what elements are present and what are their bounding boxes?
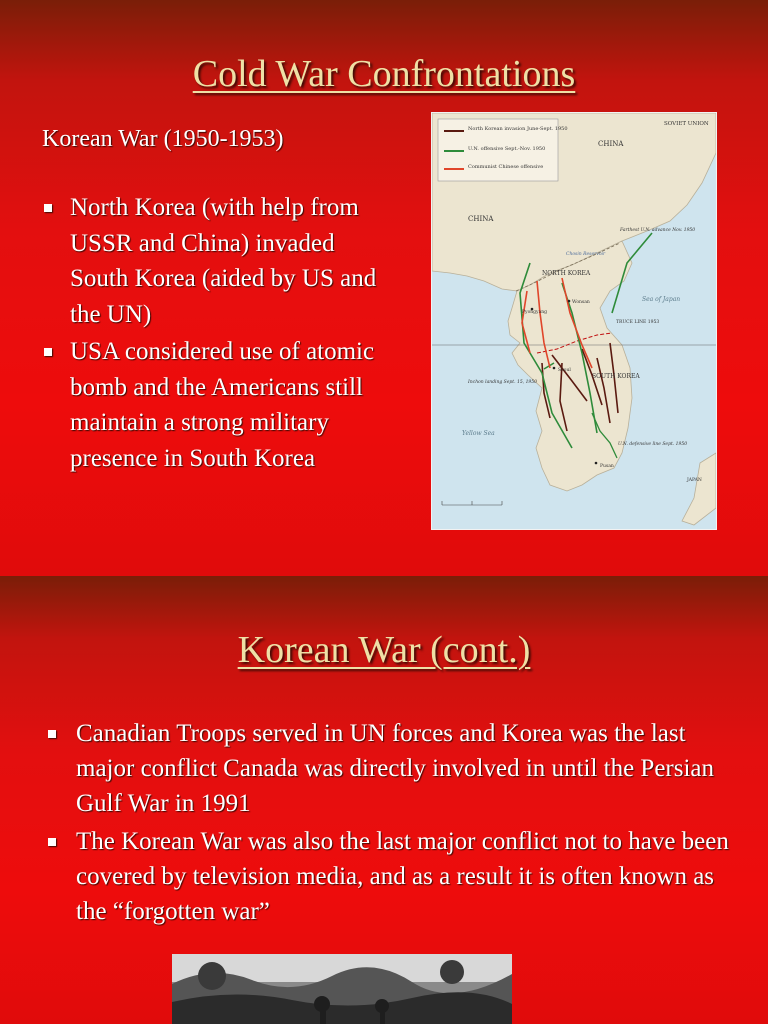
legend-un-offensive: U.N. offensive Sept.-Nov. 1950 [468, 146, 546, 152]
bullet-list [48, 716, 748, 932]
label-inchon: Inchon landing Sept. 15, 1950 [468, 380, 538, 385]
bullet-square-icon [48, 730, 56, 738]
label-defensive-line: U.N. defensive line Sept. 1950 [618, 442, 688, 447]
label-japan: JAPAN [687, 478, 702, 483]
bullet-square-icon [44, 204, 52, 212]
label-yellow-sea: Yellow Sea [462, 430, 495, 437]
bullet-item [48, 716, 748, 821]
slide-title: Korean War (cont.) [237, 629, 531, 671]
label-seoul: Seoul [558, 368, 571, 373]
bullet-text: The Korean War was also the last major conflict not to have been covered by television media, and as a result it is often known as the “forgotten war” [76, 828, 729, 925]
slide-title: Cold War Confrontations [192, 53, 576, 95]
bullet-square-icon [44, 348, 52, 356]
label-soviet-union: SOVIET UNION [664, 121, 709, 127]
slide-subheading: Korean War (1950-1953) [42, 126, 284, 152]
korean-war-photo [172, 954, 512, 1024]
label-south-korea: SOUTH KOREA [592, 373, 640, 380]
bullet-item [48, 824, 748, 929]
label-pusan: Pusan [600, 464, 614, 469]
bullet-text: Canadian Troops served in UN forces and Korea was the last major conflict Canada was directly involved in until the Persian Gulf War in 1991 [76, 720, 715, 817]
bullet-text: North Korea (with help from USSR and China) invaded South Korea (aided by US and the UN) [70, 194, 377, 328]
korean-war-map [431, 112, 717, 530]
label-chosin: Chosin Reservoir [566, 252, 606, 257]
map-graphic [432, 113, 716, 529]
bullet-list [44, 190, 394, 478]
bullet-square-icon [48, 838, 56, 846]
label-truce-line: TRUCE LINE 1953 [616, 320, 660, 325]
legend-north-korean: North Korean invasion June-Sept. 1950 [468, 126, 568, 132]
bullet-item [44, 190, 394, 332]
bullet-item [44, 334, 394, 476]
bullet-text: USA considered use of atomic bomb and the Americans still maintain a strong military presence in South Korea [70, 338, 375, 472]
legend-chinese: Communist Chinese offensive [468, 164, 544, 170]
soldiers-photo-graphic [172, 954, 512, 1024]
label-pyongyang: Pyongyang [522, 310, 548, 315]
label-china-left: CHINA [468, 215, 494, 223]
slide-korean-war-cont [0, 576, 768, 1024]
label-china-top: CHINA [598, 140, 624, 148]
label-wonsan: Wonsan [572, 300, 590, 305]
label-north-korea: NORTH KOREA [542, 270, 591, 277]
label-sea-of-japan: Sea of Japan [642, 296, 681, 303]
label-furthest-advance: Farthest U.N. advance Nov. 1950 [620, 228, 696, 233]
